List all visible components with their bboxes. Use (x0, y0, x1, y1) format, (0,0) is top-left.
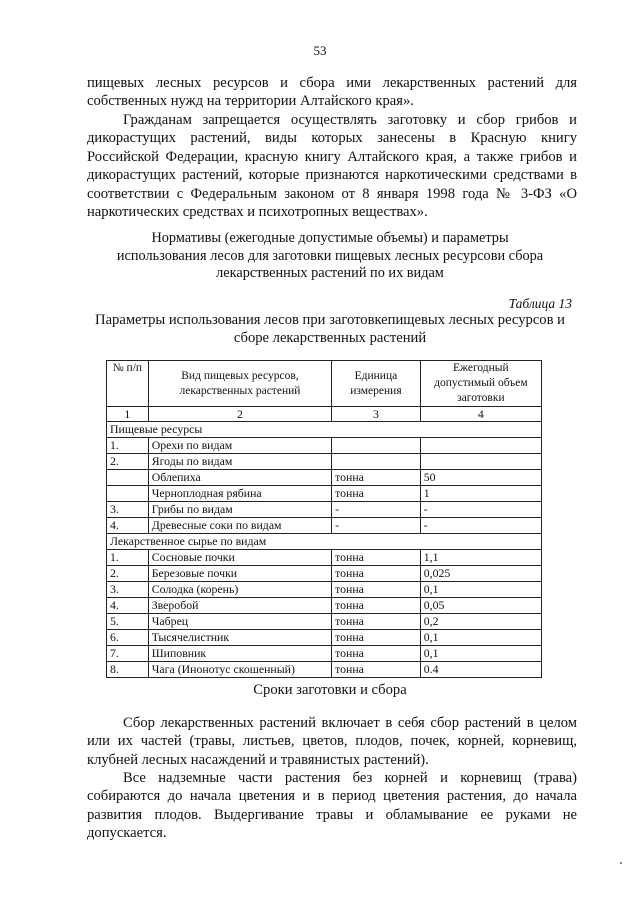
column-number: 1 (107, 407, 149, 422)
cell-number: 8. (107, 662, 149, 678)
cell-resource-name: Облепиха (148, 470, 331, 486)
cell-unit: - (332, 502, 421, 518)
cell-number: 5. (107, 614, 149, 630)
scan-speck (620, 862, 622, 864)
cell-volume: 0,1 (420, 646, 541, 662)
cell-number: 3. (107, 582, 149, 598)
header-unit: Единица измерения (332, 361, 421, 407)
column-number-row (107, 407, 542, 422)
table-title (80, 312, 580, 347)
table-title-line: Параметры использования лесов при заготовкепищевых лесных ресурсов и (95, 312, 565, 328)
paragraph-prohibition-text: Гражданам запрещается осуществлять заготовку и сбор грибов и дикорастущих растений, виды которых занесены в Красную книгу Российской Федерации, красную книгу Алтайского края, а также грибов и дикорастущих растений, которые признаются наркотическими средствами в соответствии с Федеральным законом от 8 января 1998 года № 3-ФЗ «О наркотических средствах и психотропных веществах». (87, 112, 577, 221)
section-heading-line: лекарственных растений по их видам (216, 265, 444, 281)
cell-resource-name: Тысячелистник (148, 630, 331, 646)
table-row (107, 630, 542, 646)
table-row (107, 646, 542, 662)
cell-resource-name: Грибы по видам (148, 502, 331, 518)
cell-number: 2. (107, 454, 149, 470)
table-section-row (107, 534, 542, 550)
table-row (107, 550, 542, 566)
cell-number (107, 470, 149, 486)
table-title-line: сборе лекарственных растений (233, 329, 427, 346)
table-row (107, 598, 542, 614)
cell-volume: 50 (420, 470, 541, 486)
cell-resource-name: Солодка (корень) (148, 582, 331, 598)
table-row (107, 502, 542, 518)
table-row (107, 566, 542, 582)
cell-unit: тонна (332, 582, 421, 598)
cell-number: 4. (107, 598, 149, 614)
cell-unit: - (332, 518, 421, 534)
subheading: Сроки заготовки и сбора (253, 682, 407, 698)
cell-volume: 0,1 (420, 630, 541, 646)
table-header-row (107, 361, 542, 407)
table-row (107, 614, 542, 630)
cell-number: 4. (107, 518, 149, 534)
paragraph-harvest-timing-text: Все надземные части растения без корней и корневищ (трава) собираются до начала цветения и в период цветения растения, до начала развития плодов. Выдергивание травы и обламывание ее руками не допускается. (87, 770, 577, 842)
paragraph-collection (87, 714, 577, 769)
column-number: 2 (148, 407, 331, 422)
cell-resource-name: Шиповник (148, 646, 331, 662)
cell-unit (332, 454, 421, 470)
cell-volume: 0,2 (420, 614, 541, 630)
table-row (107, 470, 542, 486)
section-heading-line: Нормативы (ежегодные допустимые объемы) и параметры (151, 230, 509, 246)
cell-resource-name: Чага (Инонотус скошенный) (148, 662, 331, 678)
cell-resource-name: Сосновые почки (148, 550, 331, 566)
section-heading-line: использования лесов для заготовки пищевых лесных ресурсови сбора (116, 247, 544, 264)
paragraph-prohibition (87, 111, 577, 221)
cell-volume (420, 438, 541, 454)
cell-unit: тонна (332, 662, 421, 678)
cell-unit: тонна (332, 614, 421, 630)
cell-unit: тонна (332, 550, 421, 566)
cell-resource-name: Березовые почки (148, 566, 331, 582)
cell-number: 1. (107, 438, 149, 454)
cell-volume: 1,1 (420, 550, 541, 566)
cell-resource-name: Зверобой (148, 598, 331, 614)
cell-resource-name: Орехи по видам (148, 438, 331, 454)
cell-unit: тонна (332, 646, 421, 662)
table-row (107, 518, 542, 534)
header-resource-type: Вид пищевых ресурсов, лекарственных растений (148, 361, 331, 407)
column-number: 3 (332, 407, 421, 422)
paragraph-collection-text: Сбор лекарственных растений включает в себя сбор растений в целом или их частей (травы, листьев, цветов, плодов, почек, корней, корневищ, клубней лесных насаждений и травянистых растений). (87, 715, 577, 768)
table-row (107, 438, 542, 454)
section-heading (80, 230, 580, 283)
cell-resource-name: Чабрец (148, 614, 331, 630)
paragraph-continuation: пищевых лесных ресурсов и сбора ими лекарственных растений для собственных нужд на территории Алтайского края». (87, 75, 577, 110)
cell-number: 7. (107, 646, 149, 662)
cell-volume: - (420, 502, 541, 518)
cell-number: 6. (107, 630, 149, 646)
cell-volume: 0,05 (420, 598, 541, 614)
cell-resource-name: Древесные соки по видам (148, 518, 331, 534)
cell-number (107, 486, 149, 502)
cell-unit: тонна (332, 630, 421, 646)
paragraph-harvest-timing (87, 769, 577, 843)
cell-number: 2. (107, 566, 149, 582)
table-section-row (107, 422, 542, 438)
cell-unit: тонна (332, 566, 421, 582)
cell-number: 3. (107, 502, 149, 518)
table-row (107, 486, 542, 502)
table-body (107, 422, 542, 678)
column-number: 4 (420, 407, 541, 422)
cell-resource-name: Ягоды по видам (148, 454, 331, 470)
header-annual-volume: Ежегодный допустимый объем заготовки (420, 361, 541, 407)
table-number: Таблица 13 (508, 296, 572, 311)
cell-resource-name: Черноплодная рябина (148, 486, 331, 502)
cell-volume (420, 454, 541, 470)
cell-volume: 0.4 (420, 662, 541, 678)
table-row (107, 454, 542, 470)
table-row (107, 582, 542, 598)
header-number: № п/п (107, 361, 149, 407)
page-number: 53 (313, 43, 327, 58)
resources-table (106, 360, 542, 678)
cell-unit: тонна (332, 470, 421, 486)
section-label: Лекарственное сырье по видам (107, 534, 542, 550)
cell-unit (332, 438, 421, 454)
cell-volume: - (420, 518, 541, 534)
cell-unit: тонна (332, 598, 421, 614)
table-row (107, 662, 542, 678)
cell-unit: тонна (332, 486, 421, 502)
cell-number: 1. (107, 550, 149, 566)
cell-volume: 0,1 (420, 582, 541, 598)
cell-volume: 1 (420, 486, 541, 502)
section-label: Пищевые ресурсы (107, 422, 542, 438)
cell-volume: 0,025 (420, 566, 541, 582)
